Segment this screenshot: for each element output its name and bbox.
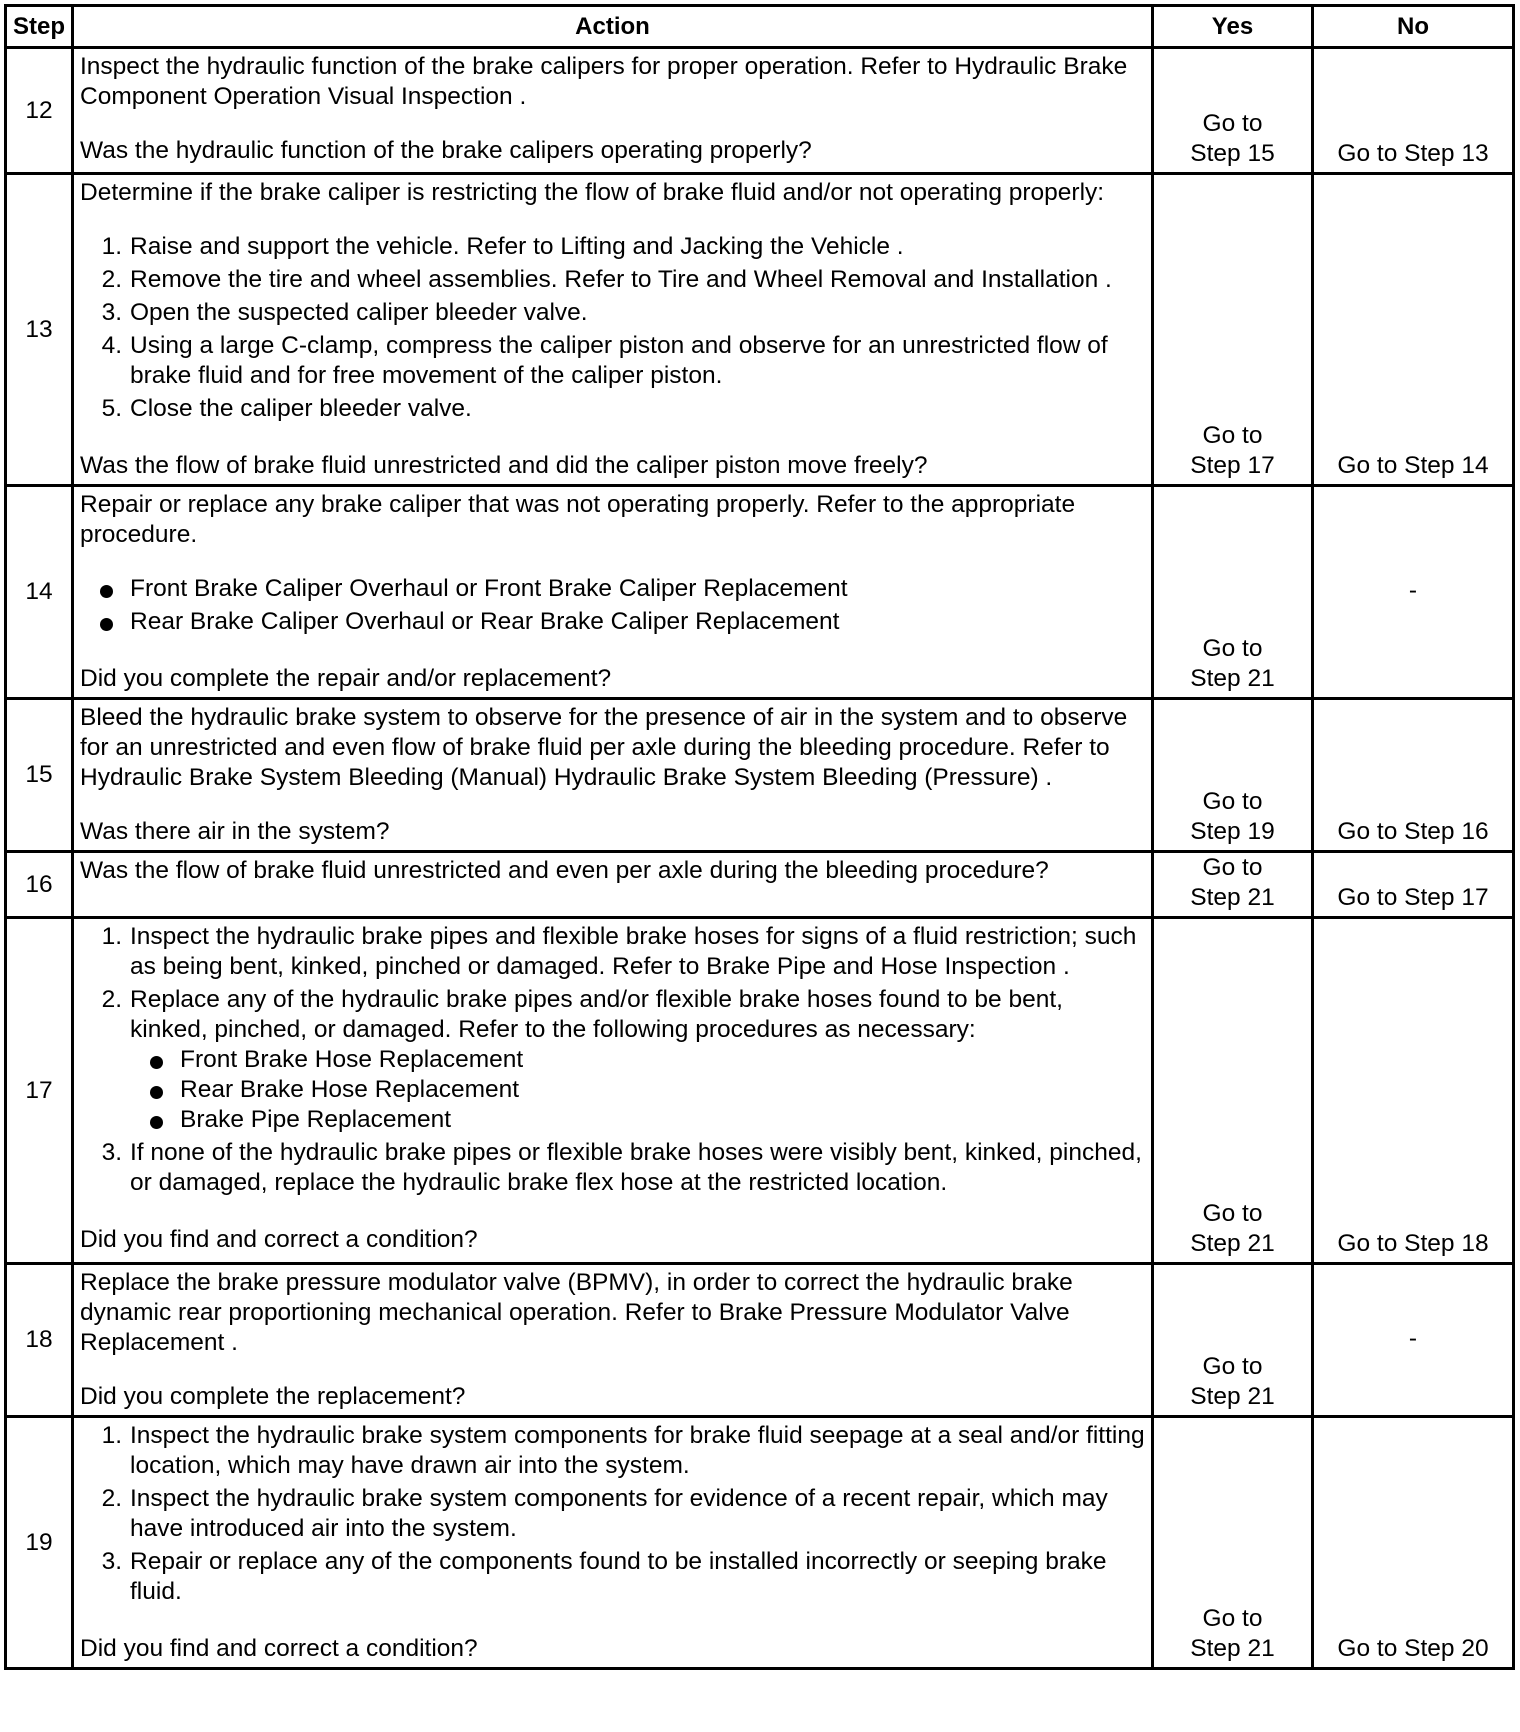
no-cell: - [1313, 486, 1514, 699]
action-cell [73, 852, 1153, 918]
action-question: Was there air in the system? [80, 818, 390, 845]
table-row [6, 174, 1514, 486]
action-question: Did you complete the replacement? [80, 1383, 466, 1410]
list-text: Replace any of the hydraulic brake pipes and/or flexible brake hoses found to be bent, kinked, pinched, or damaged. Refer to the following procedures as necessary: [130, 986, 1063, 1043]
spacer [80, 1358, 1145, 1382]
yes-cell [1153, 852, 1313, 918]
list-text: Open the suspected caliper bleeder valve. [130, 299, 588, 326]
action-cell [73, 918, 1153, 1264]
sub-list [130, 1045, 1145, 1135]
list-item [80, 1547, 1145, 1607]
yes-cell [1153, 1264, 1313, 1417]
list-text: Repair or replace any of the components found to be installed incorrectly or seeping brake fluid. [130, 1548, 1107, 1605]
action-question: Was the flow of brake fluid unrestricted and did the caliper piston move freely? [80, 452, 928, 479]
action-cell [73, 699, 1153, 852]
list-text: Inspect the hydraulic brake system components for brake fluid seepage at a seal and/or fitting location, which may have drawn air into the system. [130, 1422, 1145, 1479]
list-item [80, 232, 1145, 262]
action-intro: Bleed the hydraulic brake system to observe for the presence of air in the system and to observe for an unrestricted and even flow of brake fluid per axle during the bleeding procedure. Refer to Hydraulic Brake System Bleeding (Manual) Hydraulic Brake System Bleeding (Pressure) . [80, 704, 1128, 791]
spacer [80, 550, 1145, 574]
list-number: 2. [101, 266, 122, 293]
yes-cell [1153, 1417, 1313, 1669]
action-list [80, 1421, 1145, 1607]
yes-line: Go to [1202, 422, 1263, 449]
action-intro: Repair or replace any brake caliper that was not operating properly. Refer to the appropriate procedure. [80, 491, 1076, 548]
action-question: Did you find and correct a condition? [80, 1635, 478, 1662]
list-number: 1. [101, 1422, 122, 1449]
yes-line: Step 19 [1190, 818, 1275, 845]
yes-line: Go to [1202, 854, 1263, 881]
step-number: 12 [6, 48, 73, 174]
spacer [80, 793, 1145, 817]
header-row [6, 6, 1514, 48]
list-number: 5. [101, 395, 122, 422]
diagnostic-table-container [4, 4, 1512, 1670]
header-yes: Yes [1153, 6, 1313, 48]
step-number: 14 [6, 486, 73, 699]
table-row [6, 699, 1514, 852]
list-item [80, 394, 1145, 424]
list-number: 2. [101, 1485, 122, 1512]
list-item [80, 922, 1145, 982]
list-item [80, 1138, 1145, 1198]
action-cell [73, 174, 1153, 486]
list-item [80, 1421, 1145, 1481]
action-question: Was the hydraulic function of the brake calipers operating properly? [80, 137, 812, 164]
no-cell: Go to Step 17 [1313, 852, 1514, 918]
header-action: Action [73, 6, 1153, 48]
diagnostic-table [4, 4, 1515, 1670]
spacer [80, 1201, 1145, 1225]
table-row [6, 852, 1514, 918]
yes-line: Step 21 [1190, 665, 1275, 692]
step-number: 17 [6, 918, 73, 1264]
list-number: 3. [101, 299, 122, 326]
list-item [80, 265, 1145, 295]
no-cell: Go to Step 14 [1313, 174, 1514, 486]
bullet-icon [150, 1086, 163, 1099]
yes-cell [1153, 699, 1313, 852]
bullet-icon [150, 1056, 163, 1069]
list-item [80, 298, 1145, 328]
list-text: Raise and support the vehicle. Refer to Lifting and Jacking the Vehicle . [130, 233, 904, 260]
bullet-icon [150, 1116, 163, 1129]
sub-list-text: Brake Pipe Replacement [180, 1106, 452, 1133]
list-text: Close the caliper bleeder valve. [130, 395, 472, 422]
yes-line: Step 21 [1190, 1230, 1275, 1257]
list-text: Front Brake Caliper Overhaul or Front Brake Caliper Replacement [130, 575, 848, 602]
list-item [80, 574, 1145, 604]
list-item [80, 331, 1145, 391]
list-number: 3. [101, 1548, 122, 1575]
list-text: Inspect the hydraulic brake system components for evidence of a recent repair, which may have introduced air into the system. [130, 1485, 1108, 1542]
table-row [6, 1264, 1514, 1417]
sub-list-item [130, 1075, 1145, 1105]
step-number: 13 [6, 174, 73, 486]
action-cell [73, 1417, 1153, 1669]
yes-line: Go to [1202, 1353, 1263, 1380]
list-number: 1. [101, 923, 122, 950]
yes-cell [1153, 174, 1313, 486]
list-text: Rear Brake Caliper Overhaul or Rear Brake Caliper Replacement [130, 608, 840, 635]
action-list [80, 574, 1145, 637]
step-number: 15 [6, 699, 73, 852]
sub-list-item [130, 1045, 1145, 1075]
header-step: Step [6, 6, 73, 48]
spacer [80, 427, 1145, 451]
action-cell [73, 486, 1153, 699]
header-no: No [1313, 6, 1514, 48]
yes-cell [1153, 48, 1313, 174]
spacer [80, 1610, 1145, 1634]
yes-line: Step 21 [1190, 1635, 1275, 1662]
action-question: Did you find and correct a condition? [80, 1226, 478, 1253]
yes-line: Step 21 [1190, 884, 1275, 911]
list-text: If none of the hydraulic brake pipes or flexible brake hoses were visibly bent, kinked, pinched, or damaged, replace the hydraulic brake flex hose at the restricted location. [130, 1139, 1142, 1196]
list-text: Inspect the hydraulic brake pipes and flexible brake hoses for signs of a fluid restriction; such as being bent, kinked, pinched or damaged. Refer to Brake Pipe and Hose Inspection . [130, 923, 1137, 980]
step-number: 19 [6, 1417, 73, 1669]
list-number: 2. [101, 986, 122, 1013]
yes-line: Step 17 [1190, 452, 1275, 479]
list-number: 1. [101, 233, 122, 260]
yes-cell [1153, 918, 1313, 1264]
no-cell: Go to Step 13 [1313, 48, 1514, 174]
sub-list-item [130, 1105, 1145, 1135]
action-list [80, 922, 1145, 1198]
action-intro: Inspect the hydraulic function of the brake calipers for proper operation. Refer to Hydraulic Brake Component Operation Visual Inspection . [80, 53, 1128, 110]
spacer [80, 640, 1145, 664]
action-intro: Was the flow of brake fluid unrestricted and even per axle during the bleeding procedure? [80, 857, 1049, 884]
table-row [6, 486, 1514, 699]
action-cell [73, 1264, 1153, 1417]
yes-line: Go to [1202, 788, 1263, 815]
step-number: 16 [6, 852, 73, 918]
action-cell [73, 48, 1153, 174]
spacer [80, 112, 1145, 136]
action-question: Did you complete the repair and/or replacement? [80, 665, 612, 692]
no-cell: Go to Step 18 [1313, 918, 1514, 1264]
yes-line: Step 15 [1190, 140, 1275, 167]
list-item [80, 1484, 1145, 1544]
no-cell: Go to Step 20 [1313, 1417, 1514, 1669]
spacer [80, 208, 1145, 232]
action-intro: Determine if the brake caliper is restricting the flow of brake fluid and/or not operating properly: [80, 179, 1105, 206]
no-cell: Go to Step 16 [1313, 699, 1514, 852]
list-number: 4. [101, 332, 122, 359]
table-row [6, 1417, 1514, 1669]
list-text: Using a large C-clamp, compress the caliper piston and observe for an unrestricted flow of brake fluid and for free movement of the caliper piston. [130, 332, 1108, 389]
list-text: Remove the tire and wheel assemblies. Refer to Tire and Wheel Removal and Installation . [130, 266, 1112, 293]
step-number: 18 [6, 1264, 73, 1417]
sub-list-text: Rear Brake Hose Replacement [180, 1076, 520, 1103]
list-item [80, 607, 1145, 637]
yes-line: Go to [1202, 1605, 1263, 1632]
yes-line: Go to [1202, 635, 1263, 662]
sub-list-text: Front Brake Hose Replacement [180, 1046, 524, 1073]
bullet-icon [100, 618, 113, 631]
no-cell: - [1313, 1264, 1514, 1417]
yes-line: Go to [1202, 110, 1263, 137]
yes-line: Step 21 [1190, 1383, 1275, 1410]
list-item [80, 985, 1145, 1135]
table-row [6, 918, 1514, 1264]
table-row [6, 48, 1514, 174]
bullet-icon [100, 585, 113, 598]
yes-cell [1153, 486, 1313, 699]
action-list [80, 232, 1145, 424]
list-number: 3. [101, 1139, 122, 1166]
action-intro: Replace the brake pressure modulator valve (BPMV), in order to correct the hydraulic brake dynamic rear proportioning mechanical operation. Refer to Brake Pressure Modulator Valve Replacement . [80, 1269, 1073, 1356]
yes-line: Go to [1202, 1200, 1263, 1227]
